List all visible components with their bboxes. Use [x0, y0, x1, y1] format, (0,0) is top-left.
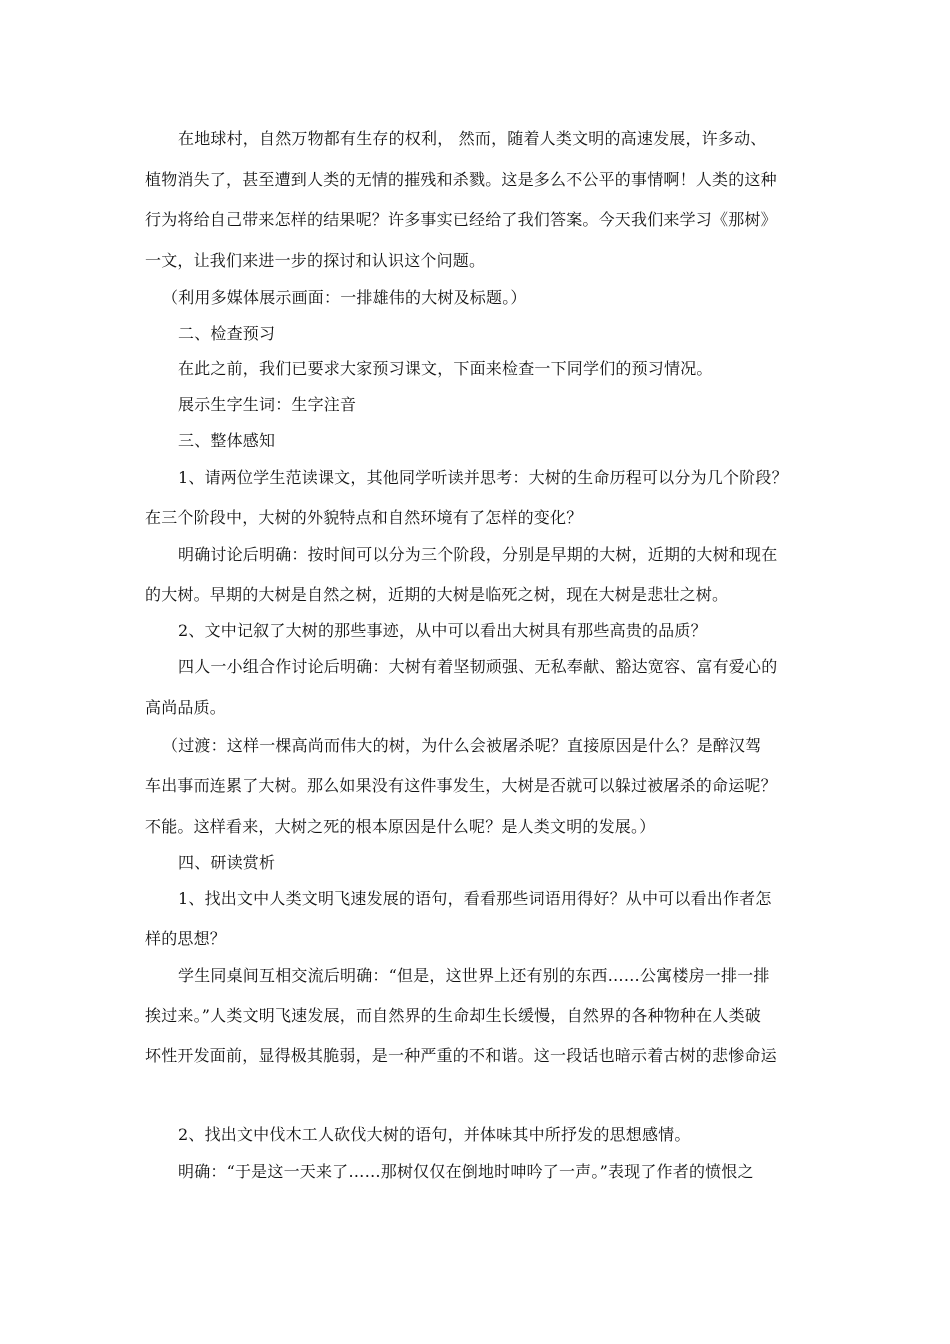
paragraph-line: 高尚品质。	[145, 698, 227, 717]
paragraph-line: 行为将给自己带来怎样的结果呢？许多事实已经给了我们答案。今天我们来学习《那树》	[145, 210, 777, 229]
paragraph-line: （利用多媒体展示画面：一排雄伟的大树及标题。）	[162, 288, 527, 307]
section-heading: 二、检查预习	[178, 324, 276, 343]
paragraph-line: 坏性开发面前，显得极其脆弱，是一种严重的不和谐。这一段话也暗示着古树的悲惨命运	[145, 1046, 777, 1065]
section-heading: 三、整体感知	[178, 431, 276, 450]
paragraph-line: 在此之前，我们已要求大家预习课文，下面来检查一下同学们的预习情况。	[178, 359, 713, 378]
paragraph-line: 植物消失了，甚至遭到人类的无情的摧残和杀戮。这是多么不公平的事情啊！人类的这种	[145, 170, 777, 189]
paragraph-line: 明确讨论后明确：按时间可以分为三个阶段，分别是早期的大树，近期的大树和现在	[178, 545, 778, 564]
paragraph-line: 车出事而连累了大树。那么如果没有这件事发生，大树是否就可以躲过被屠杀的命运呢？	[145, 776, 777, 795]
paragraph-line: 不能。这样看来，大树之死的根本原因是什么呢？是人类文明的发展。）	[145, 817, 656, 836]
paragraph-line: 在地球村，自然万物都有生存的权利， 然而，随着人类文明的高速发展，许多动、	[178, 129, 767, 148]
paragraph-line: 在三个阶段中，大树的外貌特点和自然环境有了怎样的变化？	[145, 508, 583, 527]
paragraph-line: 明确：“于是这一天来了……那树仅仅在倒地时呻吟了一声。”表现了作者的愤恨之	[178, 1162, 754, 1181]
paragraph-line: 2、找出文中伐木工人砍伐大树的语句，并体味其中所抒发的思想感情。	[178, 1125, 691, 1144]
paragraph-line: 挨过来。”人类文明飞速发展，而自然界的生命却生长缓慢，自然界的各种物种在人类破	[145, 1006, 761, 1025]
paragraph-line: 的大树。早期的大树是自然之树，近期的大树是临死之树，现在大树是悲壮之树。	[145, 585, 729, 604]
paragraph-line: 学生同桌间互相交流后明确：“但是，这世界上还有别的东西……公寓楼房一排一排	[178, 966, 770, 985]
paragraph-line: 2、文中记叙了大树的那些事迹，从中可以看出大树具有那些高贵的品质？	[178, 621, 707, 640]
section-heading: 四、研读赏析	[178, 853, 276, 872]
paragraph-line: 展示生字生词：生字注音	[178, 395, 357, 414]
paragraph-line: 1、请两位学生范读课文，其他同学听读并思考：大树的生命历程可以分为几个阶段？	[178, 468, 788, 487]
paragraph-line: 四人一小组合作讨论后明确：大树有着坚韧顽强、无私奉献、豁达宽容、富有爱心的	[178, 657, 778, 676]
paragraph-line: 1、找出文中人类文明飞速发展的语句，看看那些词语用得好？从中可以看出作者怎	[178, 889, 772, 908]
paragraph-line: （过渡：这样一棵高尚而伟大的树，为什么会被屠杀呢？直接原因是什么？是醉汉驾	[162, 736, 762, 755]
paragraph-line: 样的思想？	[145, 929, 227, 948]
paragraph-line: 一文，让我们来进一步的探讨和认识这个问题。	[145, 251, 486, 270]
